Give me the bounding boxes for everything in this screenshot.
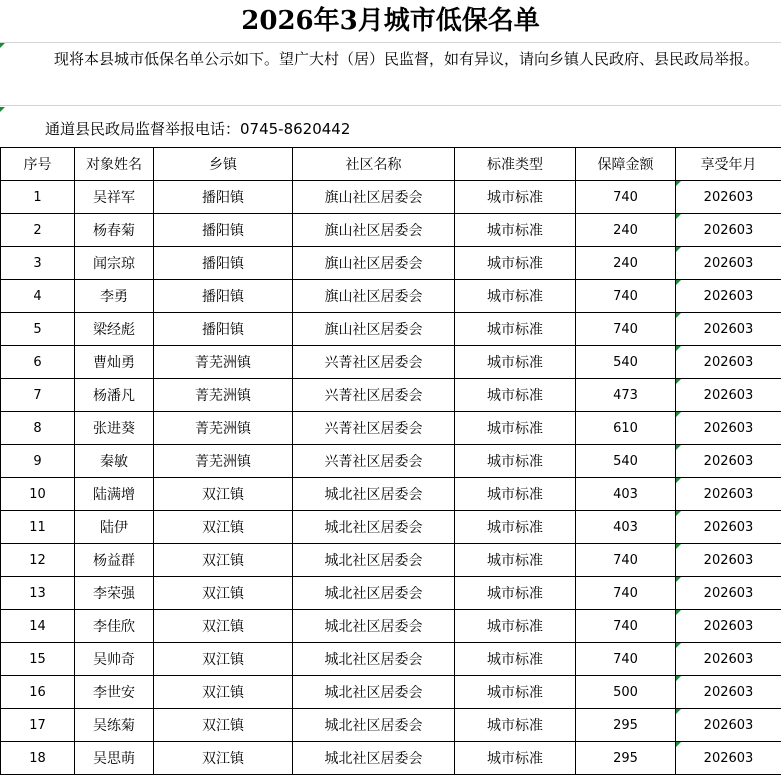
row-number-cell[interactable]: 9 (1, 445, 75, 478)
month-value: 202603 (703, 519, 754, 535)
standard-type-cell[interactable]: 城市标准 (455, 577, 576, 610)
town-cell[interactable]: 双江镇 (154, 610, 293, 643)
amount-cell[interactable]: 740 (576, 577, 676, 610)
table-row (1, 313, 781, 346)
cell-comment-marker-icon (676, 511, 681, 516)
town-cell[interactable]: 双江镇 (154, 643, 293, 676)
amount-cell[interactable]: 540 (576, 445, 676, 478)
town-cell[interactable]: 双江镇 (154, 742, 293, 775)
name-cell[interactable]: 李世安 (75, 676, 154, 709)
name-cell[interactable]: 吴练菊 (75, 709, 154, 742)
community-cell[interactable]: 旗山社区居委会 (293, 181, 455, 214)
roster-table (0, 147, 781, 775)
amount-cell[interactable]: 500 (576, 676, 676, 709)
town-cell[interactable]: 播阳镇 (154, 280, 293, 313)
town-cell[interactable]: 菁芜洲镇 (154, 379, 293, 412)
town-cell[interactable]: 双江镇 (154, 676, 293, 709)
cell-comment-marker-icon (676, 742, 681, 747)
standard-type-cell[interactable]: 城市标准 (455, 676, 576, 709)
name-cell[interactable]: 曹灿勇 (75, 346, 154, 379)
name-cell[interactable]: 李佳欣 (75, 610, 154, 643)
cell-comment-marker-icon (676, 214, 681, 219)
month-cell[interactable] (676, 214, 781, 247)
community-cell[interactable]: 旗山社区居委会 (293, 313, 455, 346)
header-cell[interactable]: 标准类型 (455, 148, 576, 181)
row-number-cell[interactable]: 15 (1, 643, 75, 676)
table-row (1, 709, 781, 742)
standard-type-cell[interactable]: 城市标准 (455, 511, 576, 544)
month-value: 202603 (703, 717, 754, 733)
cell-comment-marker-icon (676, 247, 681, 252)
table-row (1, 511, 781, 544)
cell-comment-marker-icon (676, 313, 681, 318)
header-cell[interactable]: 序号 (1, 148, 75, 181)
amount-cell[interactable]: 610 (576, 412, 676, 445)
month-cell[interactable] (676, 445, 781, 478)
name-cell[interactable]: 李荣强 (75, 577, 154, 610)
name-cell[interactable]: 杨益群 (75, 544, 154, 577)
row-number-cell[interactable]: 3 (1, 247, 75, 280)
name-cell[interactable]: 张进葵 (75, 412, 154, 445)
standard-type-cell[interactable]: 城市标准 (455, 742, 576, 775)
amount-cell[interactable]: 740 (576, 181, 676, 214)
amount-cell[interactable]: 295 (576, 742, 676, 775)
month-value: 202603 (703, 684, 754, 700)
row-number-cell[interactable]: 16 (1, 676, 75, 709)
month-value: 202603 (703, 453, 754, 469)
standard-type-cell[interactable]: 城市标准 (455, 643, 576, 676)
cell-comment-marker-icon (676, 676, 681, 681)
amount-cell[interactable]: 403 (576, 511, 676, 544)
town-cell[interactable]: 菁芜洲镇 (154, 346, 293, 379)
name-cell[interactable]: 杨潘凡 (75, 379, 154, 412)
table-row (1, 478, 781, 511)
month-cell[interactable] (676, 412, 781, 445)
community-cell[interactable]: 城北社区居委会 (293, 544, 455, 577)
table-row (1, 643, 781, 676)
town-cell[interactable]: 菁芜洲镇 (154, 445, 293, 478)
cell-comment-marker-icon (676, 643, 681, 648)
month-value: 202603 (703, 222, 754, 238)
community-cell[interactable]: 兴菁社区居委会 (293, 445, 455, 478)
notice-text: 现将本县城市低保名单公示如下。望广大村（居）民监督，如有异议，请向乡镇人民政府、县民政局举报。 (0, 43, 781, 106)
table-row (1, 346, 781, 379)
standard-type-cell[interactable]: 城市标准 (455, 610, 576, 643)
community-cell[interactable]: 城北社区居委会 (293, 643, 455, 676)
month-value: 202603 (703, 354, 754, 370)
standard-type-cell[interactable]: 城市标准 (455, 412, 576, 445)
town-cell[interactable]: 双江镇 (154, 478, 293, 511)
town-cell[interactable]: 双江镇 (154, 544, 293, 577)
cell-comment-marker-icon (676, 181, 681, 186)
cell-comment-marker-icon (676, 478, 681, 483)
table-row (1, 577, 781, 610)
town-cell[interactable]: 双江镇 (154, 511, 293, 544)
month-cell[interactable] (676, 577, 781, 610)
community-cell[interactable]: 城北社区居委会 (293, 709, 455, 742)
cell-comment-marker-icon (676, 577, 681, 582)
month-cell[interactable] (676, 280, 781, 313)
month-cell[interactable] (676, 478, 781, 511)
cell-comment-marker-icon (676, 280, 681, 285)
cell-comment-marker-icon (676, 610, 681, 615)
name-cell[interactable]: 李勇 (75, 280, 154, 313)
amount-cell[interactable]: 240 (576, 247, 676, 280)
header-row (1, 148, 781, 181)
month-cell[interactable] (676, 676, 781, 709)
month-value: 202603 (703, 651, 754, 667)
hotline-text: 通道县民政局监督举报电话：0745-8620442 (45, 120, 351, 138)
month-value: 202603 (703, 618, 754, 634)
name-cell[interactable]: 秦敏 (75, 445, 154, 478)
cell-comment-marker-icon (676, 412, 681, 417)
community-cell[interactable]: 城北社区居委会 (293, 478, 455, 511)
month-cell[interactable] (676, 610, 781, 643)
row-number-cell[interactable]: 12 (1, 544, 75, 577)
month-cell[interactable] (676, 709, 781, 742)
name-cell[interactable]: 陆满增 (75, 478, 154, 511)
community-cell[interactable]: 兴菁社区居委会 (293, 346, 455, 379)
month-cell[interactable] (676, 742, 781, 775)
month-value: 202603 (703, 420, 754, 436)
amount-cell[interactable]: 740 (576, 643, 676, 676)
table-row (1, 247, 781, 280)
table-row (1, 379, 781, 412)
row-number-cell[interactable]: 11 (1, 511, 75, 544)
town-cell[interactable]: 播阳镇 (154, 181, 293, 214)
header-cell[interactable]: 保障金额 (576, 148, 676, 181)
town-cell[interactable]: 播阳镇 (154, 247, 293, 280)
community-cell[interactable]: 城北社区居委会 (293, 742, 455, 775)
month-cell[interactable] (676, 544, 781, 577)
header-cell[interactable]: 对象姓名 (75, 148, 154, 181)
month-cell[interactable] (676, 643, 781, 676)
header-cell[interactable]: 乡镇 (154, 148, 293, 181)
month-value: 202603 (703, 750, 754, 766)
header-cell[interactable]: 享受年月 (676, 148, 781, 181)
amount-cell[interactable]: 473 (576, 379, 676, 412)
cell-comment-marker-icon (676, 544, 681, 549)
page-title: 2026年3月城市低保名单 (0, 0, 781, 43)
month-cell[interactable] (676, 346, 781, 379)
community-cell[interactable]: 兴菁社区居委会 (293, 379, 455, 412)
month-cell[interactable] (676, 181, 781, 214)
row-number-cell[interactable]: 2 (1, 214, 75, 247)
name-cell[interactable]: 吴帅奇 (75, 643, 154, 676)
row-number-cell[interactable]: 1 (1, 181, 75, 214)
name-cell[interactable]: 陆伊 (75, 511, 154, 544)
community-cell[interactable]: 城北社区居委会 (293, 610, 455, 643)
community-cell[interactable]: 旗山社区居委会 (293, 214, 455, 247)
name-cell[interactable]: 吴祥军 (75, 181, 154, 214)
standard-type-cell[interactable]: 城市标准 (455, 709, 576, 742)
standard-type-cell[interactable]: 城市标准 (455, 214, 576, 247)
community-cell[interactable]: 城北社区居委会 (293, 511, 455, 544)
header-cell[interactable]: 社区名称 (293, 148, 455, 181)
standard-type-cell[interactable]: 城市标准 (455, 445, 576, 478)
community-cell[interactable]: 旗山社区居委会 (293, 247, 455, 280)
table-row (1, 412, 781, 445)
month-cell[interactable] (676, 247, 781, 280)
table-row (1, 445, 781, 478)
name-cell[interactable]: 梁经彪 (75, 313, 154, 346)
table-row (1, 544, 781, 577)
community-cell[interactable]: 城北社区居委会 (293, 676, 455, 709)
cell-comment-marker-icon (676, 709, 681, 714)
table-body (1, 181, 781, 775)
town-cell[interactable]: 双江镇 (154, 709, 293, 742)
month-value: 202603 (703, 288, 754, 304)
row-number-cell[interactable]: 4 (1, 280, 75, 313)
standard-type-cell[interactable]: 城市标准 (455, 478, 576, 511)
month-value: 202603 (703, 255, 754, 271)
table-row (1, 181, 781, 214)
name-cell[interactable]: 杨春菊 (75, 214, 154, 247)
amount-cell[interactable]: 740 (576, 313, 676, 346)
standard-type-cell[interactable]: 城市标准 (455, 346, 576, 379)
table-row (1, 214, 781, 247)
name-cell[interactable]: 闻宗琼 (75, 247, 154, 280)
row-number-cell[interactable]: 17 (1, 709, 75, 742)
community-cell[interactable]: 兴菁社区居委会 (293, 412, 455, 445)
name-cell[interactable]: 吴思萌 (75, 742, 154, 775)
month-cell[interactable] (676, 379, 781, 412)
town-cell[interactable]: 菁芜洲镇 (154, 412, 293, 445)
row-number-cell[interactable]: 5 (1, 313, 75, 346)
standard-type-cell[interactable]: 城市标准 (455, 280, 576, 313)
amount-cell[interactable]: 740 (576, 610, 676, 643)
standard-type-cell[interactable]: 城市标准 (455, 379, 576, 412)
row-number-cell[interactable]: 18 (1, 742, 75, 775)
community-cell[interactable]: 旗山社区居委会 (293, 280, 455, 313)
month-value: 202603 (703, 585, 754, 601)
amount-cell[interactable]: 740 (576, 280, 676, 313)
standard-type-cell[interactable]: 城市标准 (455, 181, 576, 214)
cell-comment-marker-icon (676, 445, 681, 450)
month-value: 202603 (703, 552, 754, 568)
row-number-cell[interactable]: 13 (1, 577, 75, 610)
month-value: 202603 (703, 321, 754, 337)
table-row (1, 742, 781, 775)
community-cell[interactable]: 城北社区居委会 (293, 577, 455, 610)
town-cell[interactable]: 双江镇 (154, 577, 293, 610)
cell-comment-marker-icon (676, 346, 681, 351)
amount-cell[interactable]: 295 (576, 709, 676, 742)
town-cell[interactable]: 播阳镇 (154, 313, 293, 346)
amount-cell[interactable]: 540 (576, 346, 676, 379)
table-row (1, 676, 781, 709)
month-cell[interactable] (676, 511, 781, 544)
table-row (1, 610, 781, 643)
month-value: 202603 (703, 486, 754, 502)
amount-cell[interactable]: 240 (576, 214, 676, 247)
town-cell[interactable]: 播阳镇 (154, 214, 293, 247)
standard-type-cell[interactable]: 城市标准 (455, 313, 576, 346)
month-value: 202603 (703, 189, 754, 205)
row-number-cell[interactable]: 14 (1, 610, 75, 643)
row-number-cell[interactable]: 6 (1, 346, 75, 379)
amount-cell[interactable]: 403 (576, 478, 676, 511)
standard-type-cell[interactable]: 城市标准 (455, 247, 576, 280)
table-row (1, 280, 781, 313)
row-number-cell[interactable]: 8 (1, 412, 75, 445)
cell-comment-marker-icon (676, 379, 681, 384)
month-cell[interactable] (676, 313, 781, 346)
month-value: 202603 (703, 387, 754, 403)
row-number-cell[interactable]: 10 (1, 478, 75, 511)
standard-type-cell[interactable]: 城市标准 (455, 544, 576, 577)
row-number-cell[interactable]: 7 (1, 379, 75, 412)
amount-cell[interactable]: 740 (576, 544, 676, 577)
